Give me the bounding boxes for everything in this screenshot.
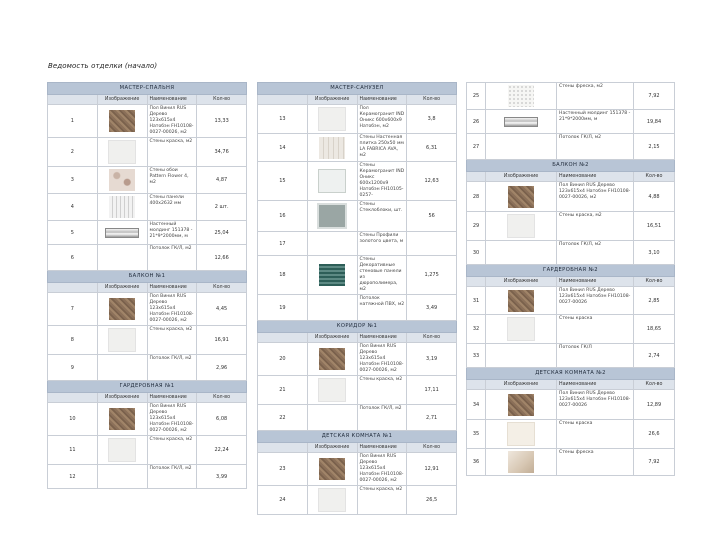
- material-image-cell: [97, 355, 147, 381]
- row-number: 2: [48, 138, 98, 167]
- material-quantity: 4,87: [197, 167, 247, 194]
- header-number: [48, 95, 98, 105]
- material-name: Потолок ГК/Л, м2: [147, 355, 197, 381]
- material-quantity: 2,96: [197, 355, 247, 381]
- material-quantity: 6,08: [197, 403, 247, 436]
- material-name: Настенный молдинг 151378 - 21*9*2000мм, м: [557, 110, 634, 134]
- row-number: 20: [258, 343, 308, 376]
- material-name: Настенный молдинг 151378 - 21*9*2000мм, м: [147, 221, 197, 245]
- header-name: Наименование: [557, 172, 634, 182]
- material-quantity: 12,66: [197, 245, 247, 271]
- material-image-cell: [486, 315, 557, 344]
- row-number: 35: [467, 420, 486, 449]
- column-header-row: [258, 95, 457, 105]
- section-title: КОРИДОР №1: [258, 321, 457, 333]
- material-image-cell: [486, 182, 557, 212]
- header-number: [258, 95, 308, 105]
- material-name: Стены краска, м2: [357, 376, 407, 405]
- material-quantity: 3,99: [197, 465, 247, 489]
- material-swatch: [319, 264, 345, 286]
- header-qty: Кол-во: [197, 95, 247, 105]
- material-image-cell: [486, 83, 557, 110]
- row-number: 24: [258, 486, 308, 515]
- material-name: Стены краска, м2: [557, 212, 634, 241]
- material-image-cell: [97, 465, 147, 489]
- row-number: 3: [48, 167, 98, 194]
- material-image-cell: [97, 167, 147, 194]
- material-name: Пол Винил RUS Дерево 123х615х4 Натобэн FH10108-0027-00026, м2: [357, 343, 407, 376]
- material-quantity: 25,04: [197, 221, 247, 245]
- material-name: Стены панели 400х2632 мм: [147, 194, 197, 221]
- row-number: 29: [467, 212, 486, 241]
- material-name: Пол Винил RUS Дерево 123х615х4 Натобэн FH10108-0027-00026: [557, 390, 634, 420]
- table-row: [48, 138, 247, 167]
- header-name: Наименование: [147, 393, 197, 403]
- material-quantity: 12,91: [407, 453, 457, 486]
- table-row: [467, 344, 675, 368]
- header-number: [48, 393, 98, 403]
- row-number: 28: [467, 182, 486, 212]
- material-swatch: [109, 408, 135, 430]
- table-row: [467, 83, 675, 110]
- material-swatch: [108, 140, 136, 164]
- material-image-cell: [486, 449, 557, 476]
- material-name: Стены Керамогранит IND Оникс 600х1200х9 Натобэн FH10105-0257-: [357, 162, 407, 201]
- header-number: [258, 333, 308, 343]
- row-number: 27: [467, 134, 486, 160]
- material-image-cell: [97, 221, 147, 245]
- section-title: ДЕТСКАЯ КОМНАТА №2: [467, 368, 675, 380]
- material-image-cell: [307, 295, 357, 321]
- section-header: [258, 321, 457, 333]
- material-swatch: [508, 186, 534, 208]
- header-qty: Кол-во: [407, 333, 457, 343]
- header-number: [467, 172, 486, 182]
- material-name: Пол Винил RUS Дерево 123х615х4 Натобэн FH10108-0027-00026, м2: [557, 182, 634, 212]
- material-quantity: 1,275: [407, 256, 457, 295]
- material-name: Потолок ГК/Л, м2: [557, 134, 634, 160]
- table-row: [258, 376, 457, 405]
- table-row: [467, 182, 675, 212]
- table-row: [467, 390, 675, 420]
- material-swatch: [109, 169, 135, 191]
- row-number: 13: [258, 105, 308, 134]
- row-number: 30: [467, 241, 486, 265]
- material-quantity: 3,49: [407, 295, 457, 321]
- material-swatch: [507, 214, 535, 238]
- material-quantity: 7,92: [634, 83, 675, 110]
- row-number: 6: [48, 245, 98, 271]
- material-quantity: 22,24: [197, 436, 247, 465]
- header-image: Изображение: [97, 95, 147, 105]
- row-number: 9: [48, 355, 98, 381]
- table-row: [48, 465, 247, 489]
- row-number: 32: [467, 315, 486, 344]
- row-number: 16: [258, 201, 308, 232]
- row-number: 14: [258, 134, 308, 162]
- table-row: [48, 194, 247, 221]
- material-image-cell: [486, 390, 557, 420]
- header-image: Изображение: [486, 172, 557, 182]
- table-row: [48, 326, 247, 355]
- material-quantity: 13,33: [197, 105, 247, 138]
- row-number: 22: [258, 405, 308, 431]
- material-swatch: [319, 458, 345, 480]
- table-row: [48, 105, 247, 138]
- row-number: 18: [258, 256, 308, 295]
- header-name: Наименование: [147, 283, 197, 293]
- material-image-cell: [307, 256, 357, 295]
- material-image-cell: [486, 212, 557, 241]
- row-number: 19: [258, 295, 308, 321]
- material-quantity: 4,45: [197, 293, 247, 326]
- section-header: [48, 83, 247, 95]
- column-header-row: [48, 393, 247, 403]
- header-name: Наименование: [357, 95, 407, 105]
- row-number: 12: [48, 465, 98, 489]
- table-row: [467, 287, 675, 315]
- material-name: Стены краска: [557, 420, 634, 449]
- table-row: [467, 315, 675, 344]
- header-qty: Кол-во: [197, 283, 247, 293]
- table-row: [258, 486, 457, 515]
- table-row: [48, 221, 247, 245]
- table-row: [48, 293, 247, 326]
- material-swatch: [508, 85, 534, 107]
- header-image: Изображение: [486, 277, 557, 287]
- table-row: [467, 134, 675, 160]
- header-name: Наименование: [357, 443, 407, 453]
- material-image-cell: [486, 110, 557, 134]
- header-name: Наименование: [147, 95, 197, 105]
- section-title: БАЛКОН №2: [467, 160, 675, 172]
- document-title: Ведомость отделки (начало): [48, 62, 158, 70]
- material-image-cell: [97, 105, 147, 138]
- material-image-cell: [307, 376, 357, 405]
- row-number: 8: [48, 326, 98, 355]
- header-qty: Кол-во: [634, 277, 675, 287]
- material-quantity: 17,11: [407, 376, 457, 405]
- material-name: Стены краска, м2: [357, 486, 407, 515]
- table-row: [48, 403, 247, 436]
- material-name: Стены обои Pattern Flower 4, м2: [147, 167, 197, 194]
- row-number: 36: [467, 449, 486, 476]
- header-image: Изображение: [307, 333, 357, 343]
- finish-table-column-2: [257, 82, 457, 515]
- material-swatch: [108, 328, 136, 352]
- table-row: [48, 245, 247, 271]
- material-swatch: [508, 290, 534, 312]
- section-header: [467, 265, 675, 277]
- row-number: 15: [258, 162, 308, 201]
- material-image-cell: [307, 105, 357, 134]
- material-quantity: 2,71: [407, 405, 457, 431]
- material-quantity: 56: [407, 201, 457, 232]
- material-image-cell: [97, 436, 147, 465]
- table-row: [467, 449, 675, 476]
- material-swatch: [318, 488, 346, 512]
- column-header-row: [48, 283, 247, 293]
- material-quantity: 34,76: [197, 138, 247, 167]
- table-row: [258, 256, 457, 295]
- row-number: 23: [258, 453, 308, 486]
- material-image-cell: [307, 232, 357, 256]
- material-quantity: 2 шт.: [197, 194, 247, 221]
- header-qty: Кол-во: [407, 443, 457, 453]
- material-name: Стены Настенная плитка 250х50 мм LA FABRICA AVA, м2: [357, 134, 407, 162]
- table-row: [467, 212, 675, 241]
- material-image-cell: [307, 162, 357, 201]
- section-header: [48, 381, 247, 393]
- table-row: [48, 355, 247, 381]
- section-header: [467, 160, 675, 172]
- material-quantity: 18,65: [634, 315, 675, 344]
- material-image-cell: [307, 405, 357, 431]
- material-quantity: 2,15: [634, 134, 675, 160]
- finish-table-column-1: [47, 82, 247, 489]
- material-quantity: 3,8: [407, 105, 457, 134]
- row-number: 11: [48, 436, 98, 465]
- material-quantity: 26,5: [407, 486, 457, 515]
- material-swatch: [109, 298, 135, 320]
- material-quantity: 7,92: [634, 449, 675, 476]
- material-name: Стены Стеклоблоки, шт.: [357, 201, 407, 232]
- material-image-cell: [307, 486, 357, 515]
- material-name: Пол Керамогранит IND Оникс 600х600х9 Натобэн, м2: [357, 105, 407, 134]
- table-row: [258, 201, 457, 232]
- material-quantity: 6,31: [407, 134, 457, 162]
- section-title: ГАРДЕРОБНАЯ №2: [467, 265, 675, 277]
- material-swatch: [508, 451, 534, 473]
- material-name: Потолок натяжной ПВХ, м2: [357, 295, 407, 321]
- material-name: Потолок ГК/Л: [557, 344, 634, 368]
- row-number: 21: [258, 376, 308, 405]
- row-number: 25: [467, 83, 486, 110]
- header-image: Изображение: [486, 380, 557, 390]
- row-number: 10: [48, 403, 98, 436]
- material-quantity: 3,10: [634, 241, 675, 265]
- section-title: ГАРДЕРОБНАЯ №1: [48, 381, 247, 393]
- header-number: [467, 277, 486, 287]
- material-quantity: 16,91: [197, 326, 247, 355]
- table-row: [258, 105, 457, 134]
- material-swatch: [508, 394, 534, 416]
- section-title: БАЛКОН №1: [48, 271, 247, 283]
- material-swatch: [504, 117, 538, 127]
- table-row: [48, 436, 247, 465]
- material-image-cell: [307, 134, 357, 162]
- material-image-cell: [486, 134, 557, 160]
- material-image-cell: [97, 326, 147, 355]
- material-quantity: 19,84: [634, 110, 675, 134]
- material-name: Стены краска: [557, 315, 634, 344]
- material-swatch: [318, 378, 346, 402]
- material-quantity: 16,51: [634, 212, 675, 241]
- material-image-cell: [97, 293, 147, 326]
- section-header: [258, 431, 457, 443]
- material-name: Пол Винил RUS Дерево 123х615х4 Натобэн FH10108-0027-00026, м2: [147, 105, 197, 138]
- material-name: Стены Декоративные стеновые панели из дюрополимера, м2: [357, 256, 407, 295]
- material-swatch: [109, 110, 135, 132]
- table-row: [258, 343, 457, 376]
- material-name: Потолок ГК/Л, м2: [147, 245, 197, 271]
- table-row: [258, 232, 457, 256]
- material-name: Пол Винил RUS Дерево 123х615х4 Натобэн FH10108-0027-00026, м2: [357, 453, 407, 486]
- material-swatch: [319, 137, 345, 159]
- table-row: [258, 405, 457, 431]
- material-quantity: 4,88: [634, 182, 675, 212]
- material-quantity: 12,89: [634, 390, 675, 420]
- table-row: [258, 453, 457, 486]
- header-number: [258, 443, 308, 453]
- row-number: 1: [48, 105, 98, 138]
- material-name: Пол Винил RUS Дерево 123х615х4 Натобэн FH10108-0027-00026, м2: [147, 403, 197, 436]
- section-title: МАСТЕР-САНУЗЕЛ: [258, 83, 457, 95]
- row-number: 31: [467, 287, 486, 315]
- row-number: 34: [467, 390, 486, 420]
- material-image-cell: [486, 344, 557, 368]
- material-swatch: [318, 169, 346, 193]
- row-number: 26: [467, 110, 486, 134]
- table-row: [48, 167, 247, 194]
- header-qty: Кол-во: [634, 380, 675, 390]
- material-image-cell: [97, 403, 147, 436]
- material-swatch: [317, 203, 347, 229]
- material-name: Потолок ГК/Л, м2: [147, 465, 197, 489]
- material-quantity: 2,85: [634, 287, 675, 315]
- table-row: [467, 420, 675, 449]
- material-name: Пол Винил RUS Дерево 123х615х4 Натобэн FH10108-0027-00026: [557, 287, 634, 315]
- section-header: [48, 271, 247, 283]
- header-image: Изображение: [97, 283, 147, 293]
- material-name: Потолок ГК/Л, м2: [557, 241, 634, 265]
- table-row: [467, 241, 675, 265]
- material-swatch: [105, 228, 139, 238]
- material-swatch: [507, 317, 535, 341]
- material-image-cell: [307, 453, 357, 486]
- row-number: 4: [48, 194, 98, 221]
- header-image: Изображение: [307, 95, 357, 105]
- material-swatch: [319, 348, 345, 370]
- material-swatch: [108, 438, 136, 462]
- column-header-row: [467, 172, 675, 182]
- table-row: [467, 110, 675, 134]
- material-quantity: 26,6: [634, 420, 675, 449]
- material-image-cell: [486, 241, 557, 265]
- column-header-row: [258, 333, 457, 343]
- material-quantity: [407, 232, 457, 256]
- section-header: [258, 83, 457, 95]
- header-qty: Кол-во: [197, 393, 247, 403]
- material-name: Стены краска, м2: [147, 436, 197, 465]
- material-swatch: [109, 196, 135, 218]
- material-name: Стены Профили золотого цвета, м: [357, 232, 407, 256]
- header-number: [48, 283, 98, 293]
- material-image-cell: [97, 194, 147, 221]
- material-swatch: [318, 107, 346, 131]
- column-header-row: [48, 95, 247, 105]
- finish-table-column-3: [466, 82, 666, 476]
- header-qty: Кол-во: [407, 95, 457, 105]
- row-number: 5: [48, 221, 98, 245]
- material-name: Пол Винил RUS Дерево 123х615х4 Натобэн FH10108-0027-00026, м2: [147, 293, 197, 326]
- table-row: [258, 162, 457, 201]
- material-name: Стены фреска: [557, 449, 634, 476]
- header-name: Наименование: [557, 380, 634, 390]
- material-image-cell: [307, 201, 357, 232]
- column-header-row: [467, 380, 675, 390]
- material-quantity: 12,63: [407, 162, 457, 201]
- material-quantity: 3,19: [407, 343, 457, 376]
- material-name: Стены краска, м2: [147, 138, 197, 167]
- section-title: ДЕТСКАЯ КОМНАТА №1: [258, 431, 457, 443]
- material-name: Стены краска, м2: [147, 326, 197, 355]
- table-row: [258, 295, 457, 321]
- header-image: Изображение: [307, 443, 357, 453]
- material-image-cell: [97, 138, 147, 167]
- column-header-row: [467, 277, 675, 287]
- row-number: 33: [467, 344, 486, 368]
- material-name: Потолок ГК/Л, м2: [357, 405, 407, 431]
- material-image-cell: [97, 245, 147, 271]
- header-number: [467, 380, 486, 390]
- row-number: 17: [258, 232, 308, 256]
- material-image-cell: [486, 287, 557, 315]
- table-row: [258, 134, 457, 162]
- header-name: Наименование: [357, 333, 407, 343]
- material-name: Стены фреска, м2: [557, 83, 634, 110]
- row-number: 7: [48, 293, 98, 326]
- section-header: [467, 368, 675, 380]
- material-quantity: 2,74: [634, 344, 675, 368]
- section-title: МАСТЕР-СПАЛЬНЯ: [48, 83, 247, 95]
- header-qty: Кол-во: [634, 172, 675, 182]
- material-image-cell: [486, 420, 557, 449]
- header-image: Изображение: [97, 393, 147, 403]
- material-image-cell: [307, 343, 357, 376]
- column-header-row: [258, 443, 457, 453]
- material-swatch: [507, 422, 535, 446]
- header-name: Наименование: [557, 277, 634, 287]
